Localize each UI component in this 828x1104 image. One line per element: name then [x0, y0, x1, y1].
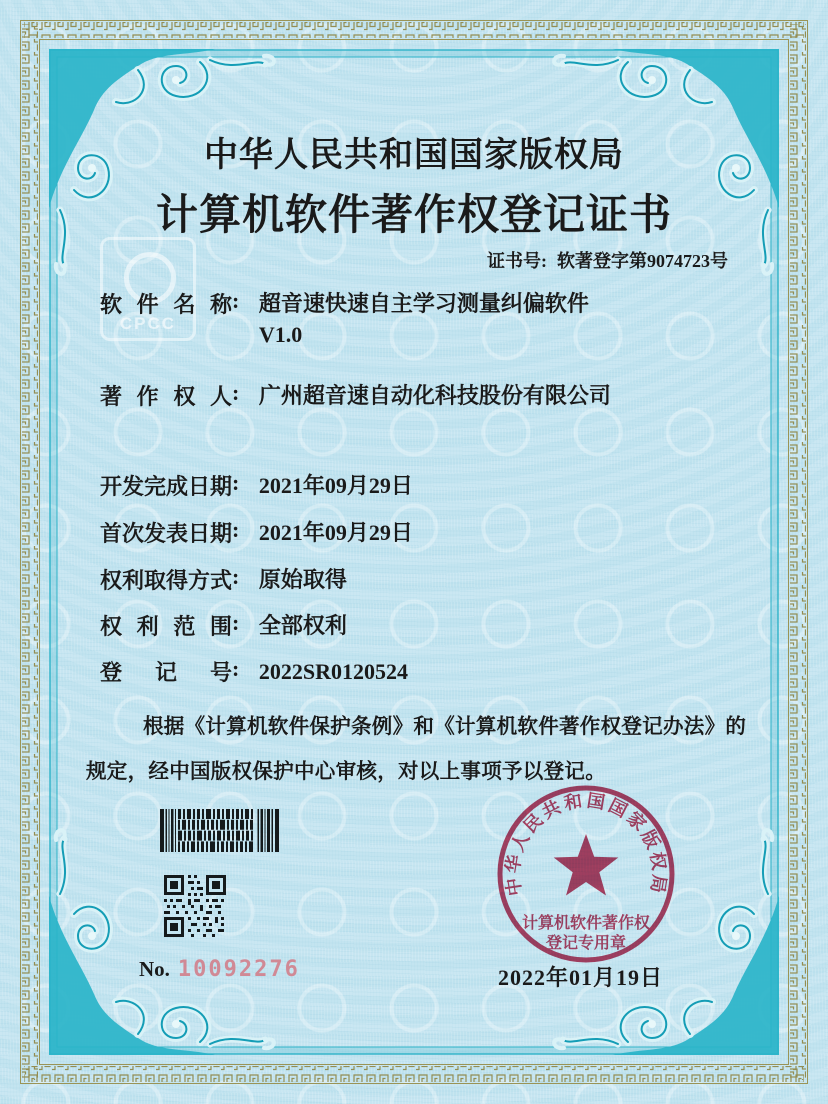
field-row-software-name [100, 288, 589, 350]
field-label: 著作权人 [100, 384, 232, 409]
seal-dept-text: 计算机软件著作权 [521, 915, 651, 932]
field-label: 软件名称 [100, 292, 232, 317]
field-value: 2021年09月29日 [258, 520, 413, 545]
field-label: 开发完成日期 [100, 474, 233, 499]
software-version: V1.0 [258, 322, 303, 347]
field-value: 全部权利 [258, 613, 347, 638]
field-colon: : [232, 610, 240, 635]
field-value: 广州超音速自动化科技股份有限公司 [258, 383, 611, 408]
field-row-registration-number [100, 656, 408, 687]
qr-code [164, 875, 226, 937]
software-name-line1: 超音速快速自主学习测量纠偏软件 [258, 291, 589, 316]
field-value: 2021年09月29日 [258, 473, 413, 498]
field-colon: : [232, 517, 240, 542]
seal-star-icon [554, 834, 619, 896]
field-colon: : [232, 288, 240, 313]
issuing-authority-title: 中华人民共和国国家版权局 [204, 137, 624, 174]
certificate-number-label: 证书号: [487, 251, 547, 271]
serial-prefix: No. [139, 957, 170, 981]
field-colon: : [232, 470, 240, 495]
cpcc-watermark-text: CPCC [119, 314, 177, 333]
field-row-first-publish-date [100, 517, 413, 548]
field-row-dev-complete-date [100, 470, 413, 501]
field-row-rights-acquisition [100, 564, 347, 595]
certificate-title: 计算机软件著作权登记证书 [155, 193, 672, 239]
field-row-rights-scope [100, 610, 347, 641]
certificate-number [487, 247, 728, 273]
registration-statement-line2: 规定，经中国版权保护中心审核，对以上事项予以登记。 [86, 761, 606, 783]
field-colon: : [232, 564, 240, 589]
field-colon: : [232, 380, 240, 405]
field-label: 登记号 [100, 660, 232, 685]
official-seal [494, 782, 678, 966]
seal-type-text: 登记专用章 [545, 935, 627, 952]
serial-number: 10092276 [177, 957, 300, 982]
seal-ring-text: 中华人民共和国国家版权局 [502, 790, 670, 898]
field-label: 权利范围 [100, 614, 232, 639]
field-value [259, 288, 589, 350]
registration-statement-line1: 根据《计算机软件保护条例》和《计算机软件著作权登记办法》的 [143, 716, 747, 738]
field-row-copyright-owner [100, 380, 611, 411]
field-value: 2022SR0120524 [258, 659, 408, 684]
issue-date: 2022年01月19日 [498, 965, 664, 990]
field-colon: : [232, 656, 240, 681]
field-label: 权利取得方式 [100, 568, 233, 593]
barcode [159, 809, 281, 852]
field-label: 首次发表日期 [100, 521, 233, 546]
field-value: 原始取得 [258, 567, 347, 592]
certificate-number-value: 软著登字第9074723号 [557, 251, 728, 271]
serial-line [139, 957, 300, 982]
